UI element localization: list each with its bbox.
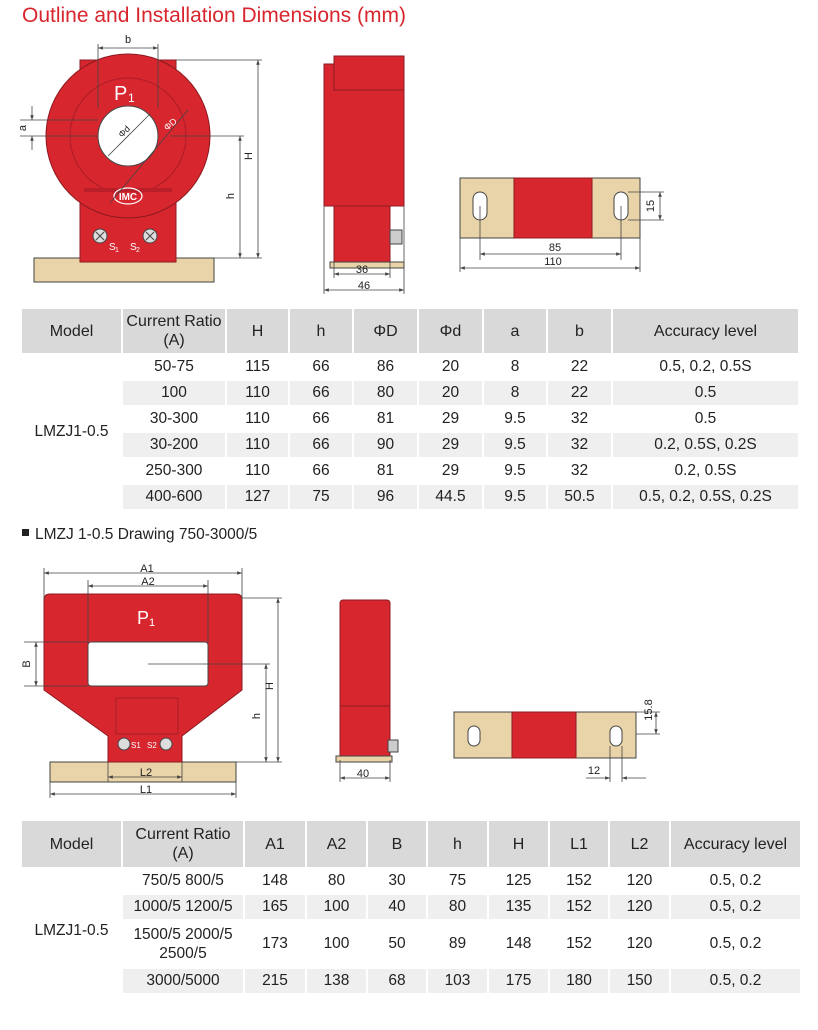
dim-A2-label: A2	[141, 576, 155, 588]
table-cell: 20	[418, 354, 483, 380]
table-cell: 29	[418, 458, 483, 484]
dim-L2-label: L2	[139, 767, 153, 779]
table-cell: 8	[483, 380, 547, 406]
ct2-busbar-view	[454, 712, 636, 758]
table-cell: 120	[609, 920, 670, 968]
table-cell: 32	[547, 406, 612, 432]
table-cell: 0.5, 0.2	[670, 920, 801, 968]
table-cell: 138	[306, 968, 367, 994]
drawing-1	[0, 28, 818, 300]
subheading-text: LMZJ 1-0.5 Drawing 750-3000/5	[35, 526, 258, 543]
table-cell: 120	[609, 868, 670, 894]
table-cell: 135	[488, 894, 549, 920]
dim-h-label-2: h	[251, 712, 263, 720]
table-cell: 66	[289, 406, 353, 432]
table-cell: 110	[226, 406, 289, 432]
table-cell: 32	[547, 432, 612, 458]
dim-15-8-label: 15.8	[643, 699, 655, 721]
drawing-2	[0, 556, 818, 806]
table-cell: 50-75	[122, 354, 226, 380]
table-cell: 22	[547, 354, 612, 380]
table2-header-row	[21, 820, 801, 868]
table-cell: 89	[427, 920, 488, 968]
table-row	[21, 380, 799, 406]
table-cell: 100	[122, 380, 226, 406]
table-cell: 180	[549, 968, 609, 994]
t2-header: B	[367, 820, 427, 868]
table-cell: 50.5	[547, 484, 612, 510]
table-cell: 148	[244, 868, 306, 894]
t1-model-cell: LMZJ1-0.5	[21, 354, 122, 510]
s1-label-sub: 1	[115, 247, 119, 254]
table-cell: 0.5, 0.2	[670, 868, 801, 894]
table-cell: 66	[289, 380, 353, 406]
ct1-busbar-view	[460, 178, 640, 238]
t1-header: h	[289, 308, 353, 354]
t2-header: H	[488, 820, 549, 868]
table-cell: 9.5	[483, 432, 547, 458]
table-cell: 8	[483, 354, 547, 380]
dim-b-label: b	[124, 34, 132, 46]
t1-header: Φd	[418, 308, 483, 354]
dim-phiD-label: ΦD	[161, 116, 179, 133]
p1-label: P	[114, 83, 128, 105]
t1-header: Current Ratio (A)	[122, 308, 226, 354]
table-cell: 250-300	[122, 458, 226, 484]
table-cell: 44.5	[418, 484, 483, 510]
table-cell: 0.5	[612, 380, 799, 406]
table-cell: 0.5, 0.2, 0.5S	[612, 354, 799, 380]
table-cell: 29	[418, 406, 483, 432]
s2-label: S	[130, 242, 137, 253]
table-cell: 0.5, 0.2	[670, 894, 801, 920]
dim-12-label: 12	[587, 765, 601, 777]
table-cell: 110	[226, 458, 289, 484]
table-row	[21, 354, 799, 380]
table-row	[21, 868, 801, 894]
table-cell: 50	[367, 920, 427, 968]
t2-header: A1	[244, 820, 306, 868]
dim-40-label: 40	[356, 768, 370, 780]
table-cell: 127	[226, 484, 289, 510]
table-cell: 9.5	[483, 406, 547, 432]
s1-label-2: S1	[131, 741, 141, 750]
dim-H-label: H	[243, 152, 255, 160]
table-cell: 20	[418, 380, 483, 406]
dim-110-label: 110	[544, 256, 562, 268]
t2-header: A2	[306, 820, 367, 868]
table-cell: 110	[226, 380, 289, 406]
table-cell: 152	[549, 894, 609, 920]
table-cell: 86	[353, 354, 418, 380]
table-row	[21, 458, 799, 484]
dim-B-label: B	[21, 660, 33, 668]
table-cell: 148	[488, 920, 549, 968]
table-cell: 215	[244, 968, 306, 994]
s1-label: S	[109, 242, 116, 253]
table-cell: 9.5	[483, 484, 547, 510]
table-cell: 22	[547, 380, 612, 406]
table-cell: 175	[488, 968, 549, 994]
dim-L1-label: L1	[139, 784, 153, 796]
table-cell: 66	[289, 354, 353, 380]
p1-label-2-sub: 1	[149, 617, 156, 629]
table-cell: 152	[549, 920, 609, 968]
t1-header: H	[226, 308, 289, 354]
table-cell: 152	[549, 868, 609, 894]
t2-header: L2	[609, 820, 670, 868]
table-cell: 750/5 800/5	[122, 868, 244, 894]
table-cell: 75	[289, 484, 353, 510]
table-cell: 66	[289, 458, 353, 484]
table-cell: 80	[427, 894, 488, 920]
t1-header: ΦD	[353, 308, 418, 354]
table-row	[21, 920, 801, 968]
s2-label-sub: 2	[136, 247, 140, 254]
table-cell: 0.5	[612, 406, 799, 432]
section-subheading	[22, 526, 257, 544]
table-cell: 9.5	[483, 458, 547, 484]
table-cell: 81	[353, 406, 418, 432]
table-row	[21, 894, 801, 920]
table-cell: 96	[353, 484, 418, 510]
table-cell: 120	[609, 894, 670, 920]
table1-header-row	[21, 308, 799, 354]
table-cell: 68	[367, 968, 427, 994]
dim-a-label: a	[17, 124, 29, 132]
dim-H-label-2: H	[264, 682, 276, 690]
table-cell: 29	[418, 432, 483, 458]
table-cell: 81	[353, 458, 418, 484]
table-cell: 0.2, 0.5S, 0.2S	[612, 432, 799, 458]
table-cell: 0.2, 0.5S	[612, 458, 799, 484]
table-cell: 30-300	[122, 406, 226, 432]
dim-A1-label: A1	[140, 563, 154, 575]
t1-header: Accuracy level	[612, 308, 799, 354]
p1-label-2: P	[137, 608, 150, 628]
t1-header: b	[547, 308, 612, 354]
p1-label-sub: 1	[128, 91, 135, 105]
table-cell: 0.5, 0.2, 0.5S, 0.2S	[612, 484, 799, 510]
ct2-front-view	[44, 594, 242, 782]
dim-85-label: 85	[548, 242, 562, 254]
table-cell: 90	[353, 432, 418, 458]
logo-text: IMC	[118, 192, 138, 203]
table-cell: 100	[306, 920, 367, 968]
table-cell: 103	[427, 968, 488, 994]
ct1-front-view	[34, 54, 214, 282]
t2-header: L1	[549, 820, 609, 868]
page-title: Outline and Installation Dimensions (mm)	[22, 4, 406, 27]
table-cell: 30-200	[122, 432, 226, 458]
table-cell: 110	[226, 432, 289, 458]
table-cell: 173	[244, 920, 306, 968]
table-cell: 100	[306, 894, 367, 920]
table-cell: 400-600	[122, 484, 226, 510]
table-cell: 75	[427, 868, 488, 894]
table-cell: 150	[609, 968, 670, 994]
s2-label-2: S2	[147, 741, 157, 750]
table-cell: 115	[226, 354, 289, 380]
dim-phid-label: Φd	[116, 123, 133, 140]
table-cell: 125	[488, 868, 549, 894]
table-cell: 32	[547, 458, 612, 484]
ct2-side-view	[336, 600, 398, 762]
ct1-side-view	[324, 56, 404, 268]
table-row	[21, 968, 801, 994]
t2-header: h	[427, 820, 488, 868]
dim-h-label: h	[225, 192, 237, 200]
table-row	[21, 406, 799, 432]
table-cell: 1500/5 2000/5 2500/5	[122, 920, 244, 968]
table-cell: 80	[353, 380, 418, 406]
table-cell: 3000/5000	[122, 968, 244, 994]
spec-table-1	[20, 307, 800, 511]
t2-model-cell: LMZJ1-0.5	[21, 868, 122, 994]
dim-36-label: 36	[355, 264, 369, 276]
spec-table-2	[20, 819, 802, 995]
t1-header: a	[483, 308, 547, 354]
t2-header: Model	[21, 820, 122, 868]
table-cell: 40	[367, 894, 427, 920]
table-cell: 0.5, 0.2	[670, 968, 801, 994]
table-cell: 66	[289, 432, 353, 458]
table-row	[21, 432, 799, 458]
table-row	[21, 484, 799, 510]
table-cell: 165	[244, 894, 306, 920]
table-cell: 1000/5 1200/5	[122, 894, 244, 920]
t1-header: Model	[21, 308, 122, 354]
dim-46-label: 46	[357, 280, 371, 292]
t2-header: Current Ratio (A)	[122, 820, 244, 868]
t2-header: Accuracy level	[670, 820, 801, 868]
bullet-square-icon	[22, 529, 29, 536]
table-cell: 80	[306, 868, 367, 894]
table-cell: 30	[367, 868, 427, 894]
dim-15-label: 15	[645, 199, 657, 213]
